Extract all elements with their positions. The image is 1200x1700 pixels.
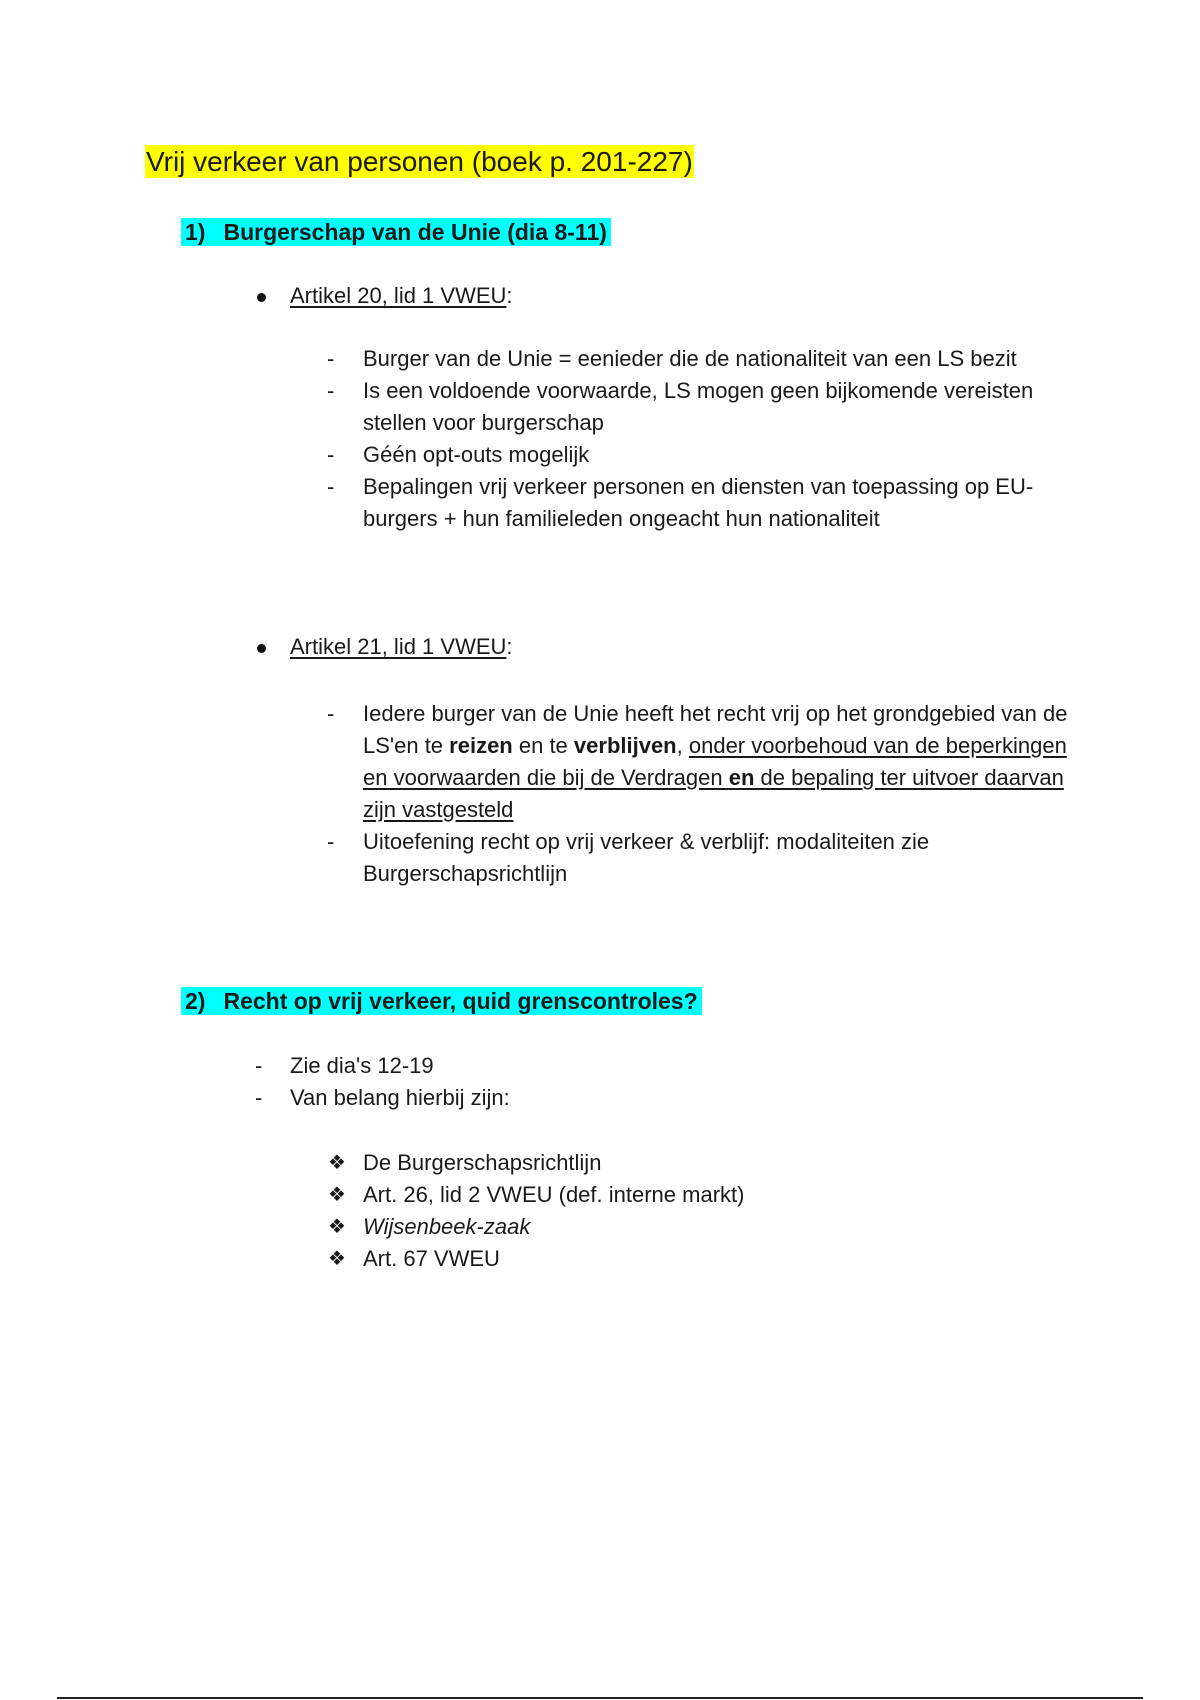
list-item-text: De Burgerschapsrichtlijn [363, 1150, 602, 1175]
dash-icon: - [327, 829, 335, 854]
underlined-text: de bepaling ter uitvoer daarvan zijn vastgesteld [363, 765, 1064, 822]
article-20-label [290, 280, 513, 312]
page-title [145, 144, 694, 180]
dash-icon: - [327, 701, 335, 726]
section-2-highlight [181, 987, 702, 1015]
diamond-bullet-icon: ❖ [328, 1248, 346, 1270]
article-20-list [325, 343, 1085, 535]
list-item-text: Burger van de Unie = eenieder die de nationaliteit van een LS bezit [363, 346, 1017, 371]
list-item [328, 1211, 744, 1243]
list-item [325, 471, 1085, 535]
text-run: Iedere burger van de Unie heeft het recht vrij op het grondgebied van de LS'en te [363, 701, 1068, 758]
list-item [328, 1179, 744, 1211]
bold-term-reizen: reizen [449, 733, 513, 758]
underlined-bold-en: en [728, 765, 755, 790]
list-item-text: Art. 67 VWEU [363, 1246, 500, 1271]
footer-divider [57, 1697, 1143, 1699]
section-1-title: Burgerschap van de Unie (dia 8-11) [223, 219, 607, 245]
section-1-highlight [181, 218, 611, 246]
list-item-text: Uitoefening recht op vrij verkeer & verblijf: modaliteiten zie Burgerschapsrichtlijn [363, 829, 930, 886]
diamond-bullet-icon: ❖ [328, 1216, 346, 1238]
list-item-text: Art. 26, lid 2 VWEU (def. interne markt) [363, 1182, 745, 1207]
bold-term-verblijven: verblijven [573, 733, 677, 758]
text-run: en te [512, 733, 574, 758]
section-2-title: Recht op vrij verkeer, quid grenscontroles? [223, 988, 698, 1014]
dash-icon: - [255, 1085, 263, 1110]
article-21-link[interactable]: Artikel 21, lid 1 VWEU [290, 634, 507, 659]
list-item-text: Géén opt-outs mogelijk [363, 442, 590, 467]
list-item [325, 826, 1085, 890]
underlined-text: onder voorbehoud van de beperkingen en voorwaarden die bij de Verdragen [363, 733, 1067, 790]
list-item [253, 1082, 1053, 1114]
article-21-list [325, 698, 1085, 890]
list-item-text: Zie dia's 12-19 [290, 1053, 434, 1078]
colon: : [506, 283, 513, 308]
section-2-heading [181, 985, 702, 1017]
dash-icon: - [327, 474, 335, 499]
colon: : [506, 634, 513, 659]
section-2-list [253, 1050, 1053, 1114]
article-21-label [290, 631, 513, 663]
list-item [328, 1147, 744, 1179]
bullet-dot-icon [257, 644, 266, 653]
dash-icon: - [327, 442, 335, 467]
list-item [325, 343, 1085, 375]
article-20-link[interactable]: Artikel 20, lid 1 VWEU [290, 283, 507, 308]
list-item-text: Is een voldoende voorwaarde, LS mogen geen bijkomende vereisten stellen voor burgerschap [363, 378, 1034, 435]
dash-icon: - [255, 1053, 263, 1078]
dash-icon: - [327, 346, 335, 371]
bullet-dot-icon [257, 293, 266, 302]
dash-icon: - [327, 378, 335, 403]
list-item [253, 1050, 1053, 1082]
list-item [325, 375, 1085, 439]
list-item [328, 1243, 744, 1275]
section-1-heading [181, 216, 611, 248]
title-highlight: Vrij verkeer van personen (boek p. 201-227) [146, 146, 693, 177]
section-2-number: 2) [185, 988, 206, 1014]
list-item [325, 698, 1085, 826]
list-item [325, 439, 1085, 471]
list-item-text: Van belang hierbij zijn: [290, 1085, 510, 1110]
text-run: , [676, 733, 689, 758]
section-1-number: 1) [185, 219, 206, 245]
diamond-bullet-icon: ❖ [328, 1184, 346, 1206]
list-item-text: Wijsenbeek-zaak [363, 1214, 531, 1239]
section-2-sublist [328, 1147, 744, 1275]
list-item-text: Bepalingen vrij verkeer personen en diensten van toepassing op EU-burgers + hun familieleden ongeacht hun nationaliteit [363, 474, 1034, 531]
diamond-bullet-icon: ❖ [328, 1152, 346, 1174]
